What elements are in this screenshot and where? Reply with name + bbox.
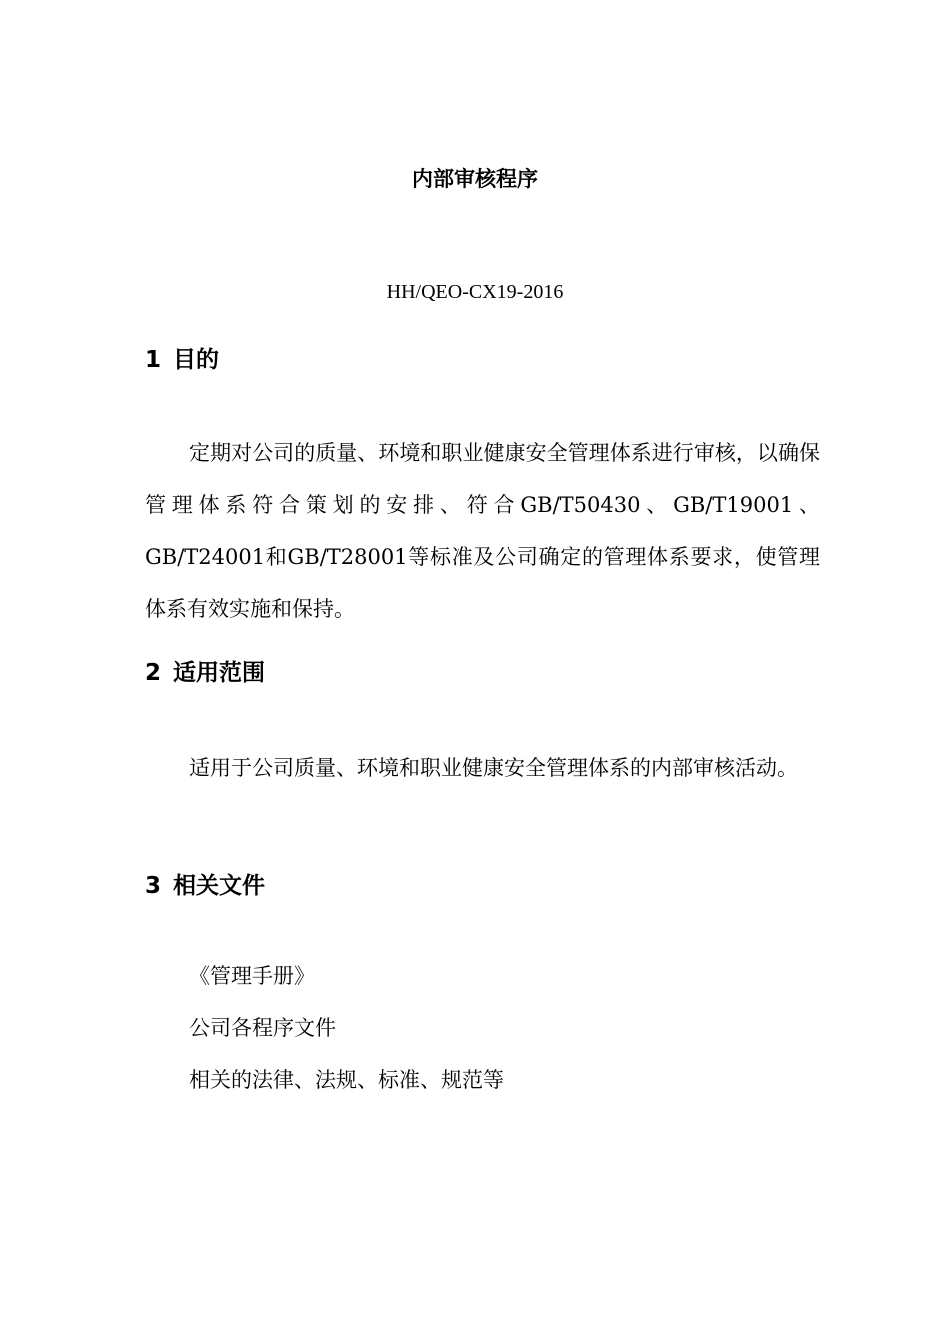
related-documents-list bbox=[189, 950, 504, 1106]
section-2-heading bbox=[145, 657, 265, 689]
section-title: 适用范围 bbox=[173, 660, 265, 686]
section-title: 相关文件 bbox=[173, 873, 265, 899]
section-number: 2 bbox=[145, 660, 162, 686]
document-number: HH/QEO-CX19-2016 bbox=[386, 281, 564, 303]
document-title: 内部审核程序 bbox=[412, 167, 538, 191]
section-3-heading bbox=[145, 870, 265, 902]
section-2-body bbox=[145, 742, 820, 794]
list-item: 相关的法律、法规、标准、规范等 bbox=[189, 1068, 504, 1092]
section-2-body-text: 适用于公司质量、环境和职业健康安全管理体系的内部审核活动。 bbox=[189, 756, 798, 780]
section-number: 3 bbox=[145, 873, 162, 899]
section-1-body bbox=[145, 427, 820, 635]
section-number: 1 bbox=[145, 347, 162, 373]
section-title: 目的 bbox=[173, 347, 219, 373]
list-item: 《管理手册》 bbox=[189, 964, 315, 988]
section-1-heading bbox=[145, 344, 219, 376]
section-1-body-text: 定期对公司的质量、环境和职业健康安全管理体系进行审核，以确保管理体系符合策划的安排、符合GB/T50430、GB/T19001、GB/T24001和GB/T28001等标准及公司确定的管理体系要求，使管理体系有效实施和保持。 bbox=[145, 441, 820, 621]
list-item: 公司各程序文件 bbox=[189, 1016, 336, 1040]
